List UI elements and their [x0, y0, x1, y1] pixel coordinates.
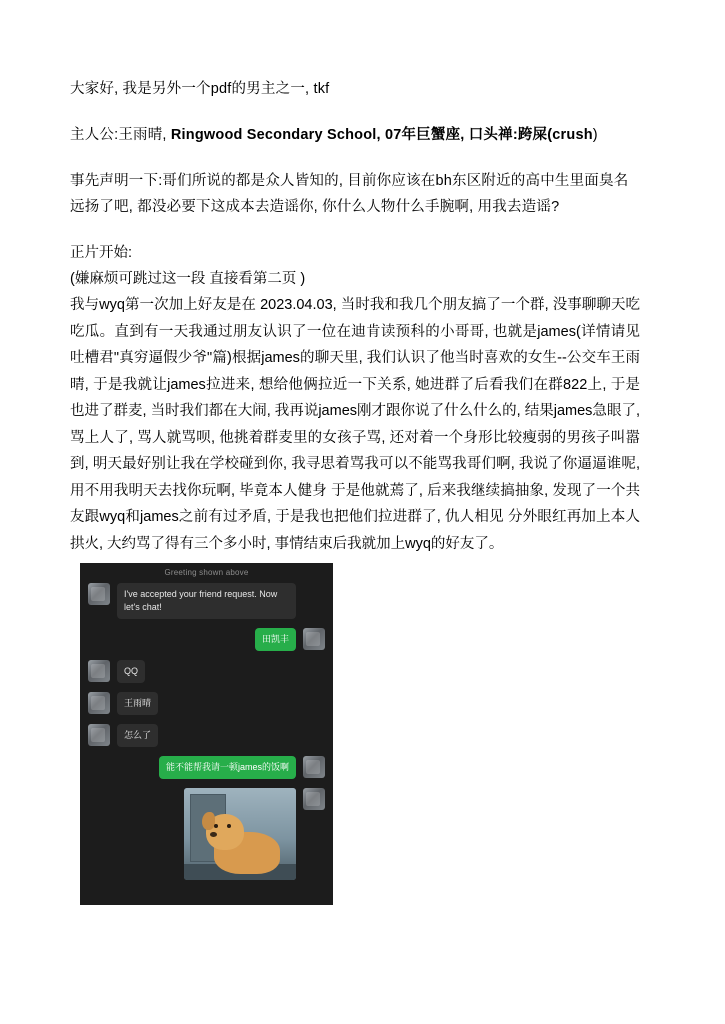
avatar: [303, 756, 325, 778]
intro-paragraph: 大家好, 我是另外一个pdf的男主之一, tkf: [70, 81, 330, 97]
avatar: [303, 628, 325, 650]
chat-banner-text: Greeting shown above: [164, 568, 249, 577]
chat-row-incoming: [88, 660, 325, 683]
avatar: [88, 724, 110, 746]
chat-row-outgoing: [88, 756, 325, 779]
protagonist-suffix: ): [592, 127, 598, 143]
chat-screenshot-image: [80, 563, 333, 905]
avatar: [88, 583, 110, 605]
chat-row-incoming: [88, 583, 325, 619]
section-note: (嫌麻烦可跳过这一段 直接看第二页 ): [70, 271, 306, 287]
protagonist-school-info: Ringwood Secondary School, 07年巨蟹座, 口头禅:跨屎(: [170, 127, 553, 143]
chat-bubble-incoming: I've accepted your friend request. Now let's chat!: [117, 583, 296, 619]
disclaimer-paragraph: 事先声明一下:哥们所说的都是众人皆知的, 目前你应该在bh东区附近的高中生里面臭名远扬了吧, 都没必要下这成本去造谣你, 你什么人物什么手腕啊, 用我去造谣?: [70, 173, 629, 215]
document-content: [70, 76, 640, 557]
chat-bubble-outgoing: 能不能帮我请一顿james的饭啊: [159, 756, 296, 779]
avatar: [88, 660, 110, 682]
avatar: [303, 788, 325, 810]
chat-message-list: [80, 577, 333, 880]
chat-row-outgoing: [88, 628, 325, 651]
chat-bubble-outgoing: 田凯丰: [255, 628, 296, 651]
avatar: [88, 692, 110, 714]
dog-photo-icon: [184, 788, 296, 880]
chat-bubble-incoming: QQ: [117, 660, 145, 683]
section-title: 正片开始:: [70, 245, 133, 261]
protagonist-paragraph: [70, 122, 640, 148]
chat-row-incoming: [88, 724, 325, 747]
chat-bubble-incoming: 怎么了: [117, 724, 158, 747]
main-body-text: 我与wyq第一次加上好友是在 2023.04.03, 当时我和我几个朋友搞了一个群, 没事聊聊天吃吃瓜。直到有一天我通过朋友认识了一位在迪肯读预科的小哥哥, 也就是james(详情请见吐槽君"真穷逼假少爷"篇)根据james的聊天里, 我们认识了他当时喜欢的女生--公交车王雨晴, 于是我就让james拉进来, 想给他俩拉近一下关系, 她进群了后看我们在群822上, 于是也进了群麦, 当时我们都在大闹, 我再说james刚才跟你说了什么什么的, 结果james急眼了, 骂上人了, 骂人就骂呗, 他挑着群麦里的女孩子骂, 还对着一个身形比较瘦弱的男孩子叫嚣到, 明天最好别让我在学校碰到你, 我寻思着骂我可以不能骂我哥们啊, 我说了你逼逼谁呢, 用不用我明天去找你玩啊, 毕竟本人健身 于是他就蔫了, 后来我继续搞抽象, 发现了一个共友跟wyq和james之前有过矛盾, 于是我也把他们拉进群了, 仇人相见 分外眼红再加上本人拱火, 大约骂了得有三个多小时, 事情结束后我就加上wyq的好友了。: [70, 297, 640, 552]
chat-row-incoming: [88, 692, 325, 715]
protagonist-prefix: 主人公:王雨晴,: [70, 127, 171, 143]
chat-bubble-incoming: 王雨晴: [117, 692, 158, 715]
chat-row-image: [88, 788, 325, 880]
protagonist-crush-word: crush: [552, 127, 593, 143]
